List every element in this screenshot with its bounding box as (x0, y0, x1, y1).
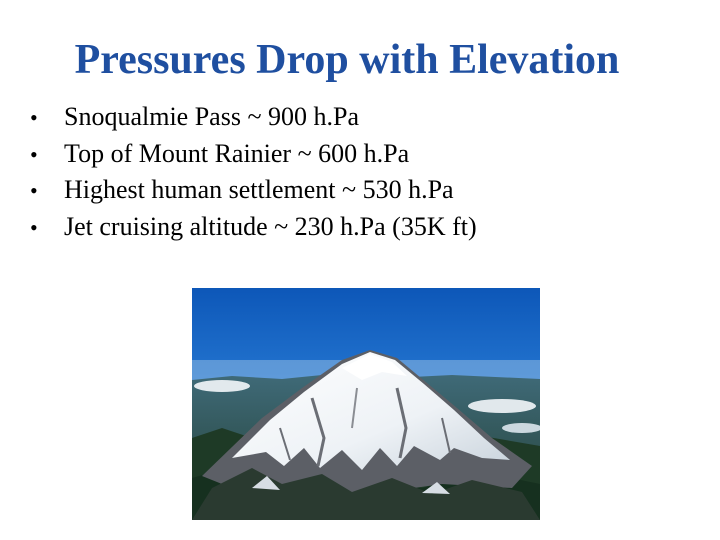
list-item (30, 209, 477, 246)
bullet-text: Top of Mount Rainier ~ 600 h.Pa (64, 138, 410, 168)
list-item (30, 136, 477, 173)
bullet-text: Jet cruising altitude ~ 230 h.Pa (35K ft) (64, 211, 477, 241)
bullet-text: Highest human settlement ~ 530 h.Pa (64, 175, 454, 204)
bullet-icon: • (30, 178, 38, 203)
list-item (30, 172, 477, 209)
bullet-icon: • (30, 141, 38, 167)
bullet-list (30, 99, 477, 245)
slide-title: Pressures Drop with Elevation (74, 37, 620, 83)
bullet-icon: • (30, 214, 38, 240)
bullet-icon: • (30, 105, 38, 130)
mount-rainier-photo (192, 288, 540, 520)
list-item (30, 99, 477, 136)
bullet-text: Snoqualmie Pass ~ 900 h.Pa (64, 102, 360, 131)
